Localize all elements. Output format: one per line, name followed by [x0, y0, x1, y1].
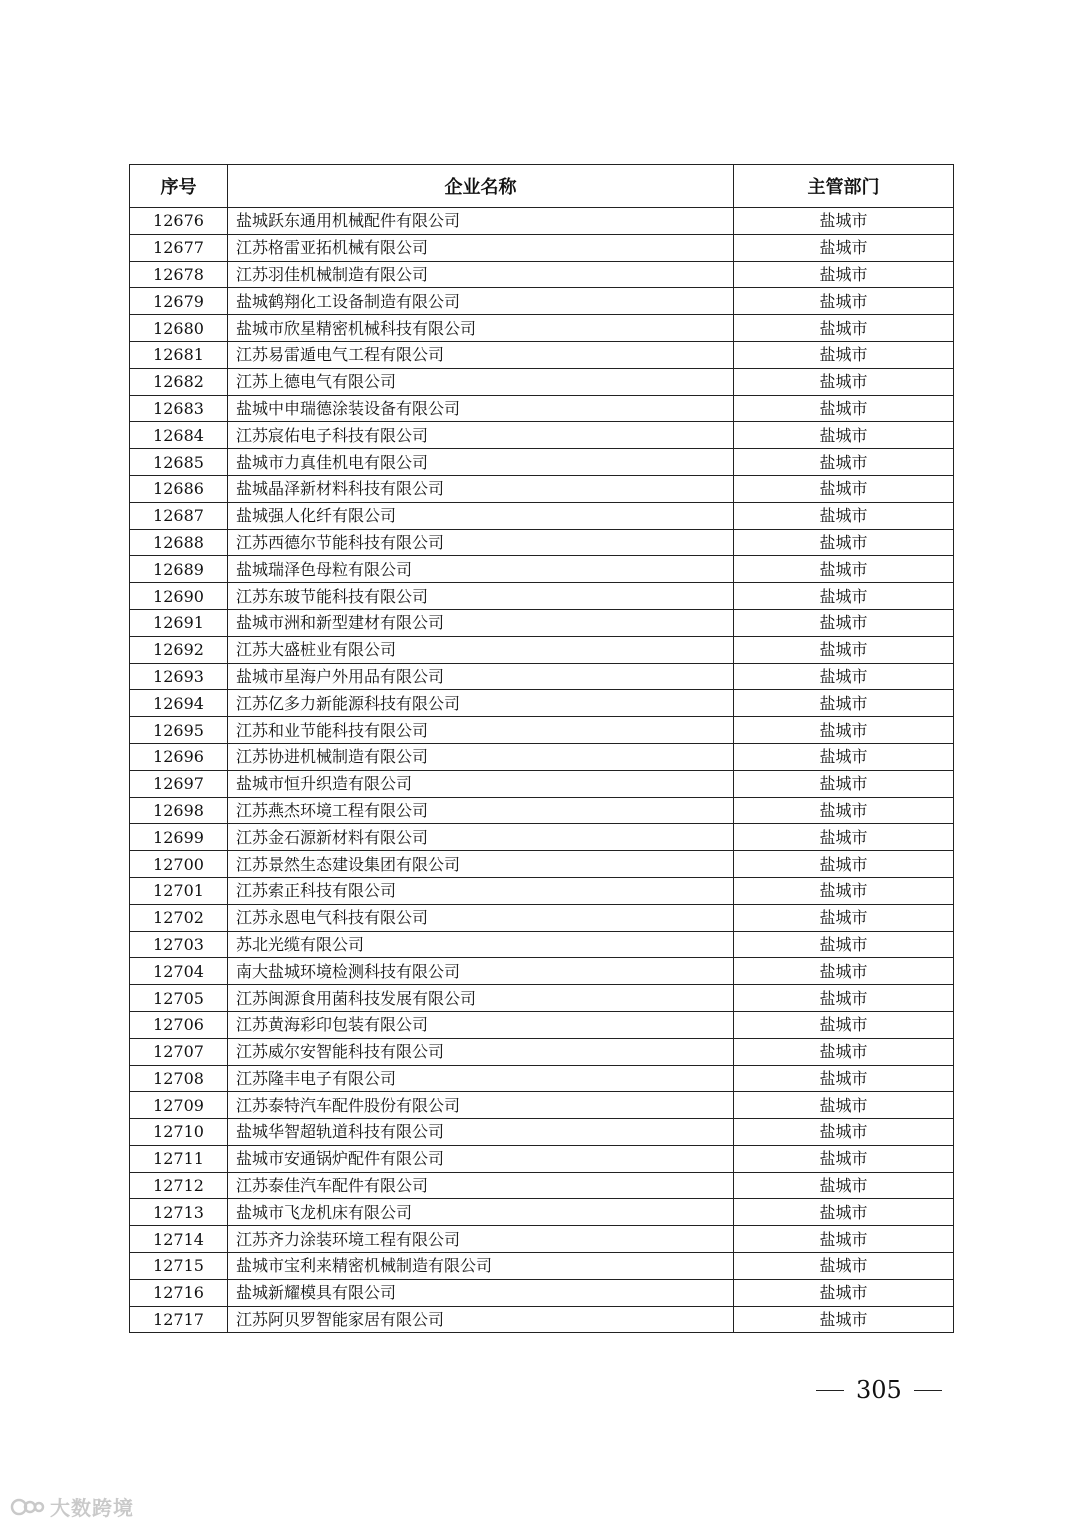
cell-index: 12682 [130, 368, 228, 395]
cell-enterprise-name: 江苏格雷亚拓机械有限公司 [228, 234, 734, 261]
cell-department: 盐城市 [734, 1119, 954, 1146]
cell-index: 12676 [130, 208, 228, 235]
cell-index: 12706 [130, 1011, 228, 1038]
cell-department: 盐城市 [734, 341, 954, 368]
cell-enterprise-name: 江苏金石源新材料有限公司 [228, 824, 734, 851]
table-row [130, 1172, 954, 1199]
cell-department: 盐城市 [734, 475, 954, 502]
cell-department: 盐城市 [734, 234, 954, 261]
cell-index: 12700 [130, 851, 228, 878]
table-row [130, 958, 954, 985]
cell-department: 盐城市 [734, 824, 954, 851]
cell-enterprise-name: 盐城市力真佳机电有限公司 [228, 449, 734, 476]
cell-index: 12688 [130, 529, 228, 556]
table-row [130, 208, 954, 235]
table-row [130, 1279, 954, 1306]
cell-department: 盐城市 [734, 1279, 954, 1306]
cell-index: 12713 [130, 1199, 228, 1226]
cell-index: 12687 [130, 502, 228, 529]
table-row [130, 663, 954, 690]
cell-index: 12681 [130, 341, 228, 368]
cell-index: 12704 [130, 958, 228, 985]
cell-index: 12694 [130, 690, 228, 717]
cell-department: 盐城市 [734, 422, 954, 449]
cell-enterprise-name: 江苏隆丰电子有限公司 [228, 1065, 734, 1092]
cell-department: 盐城市 [734, 1092, 954, 1119]
cell-department: 盐城市 [734, 851, 954, 878]
cell-index: 12679 [130, 288, 228, 315]
cell-enterprise-name: 盐城晶泽新材料科技有限公司 [228, 475, 734, 502]
cell-enterprise-name: 江苏大盛桩业有限公司 [228, 636, 734, 663]
cell-department: 盐城市 [734, 609, 954, 636]
cell-enterprise-name: 江苏泰特汽车配件股份有限公司 [228, 1092, 734, 1119]
cell-department: 盐城市 [734, 1199, 954, 1226]
page-number-text: 305 [856, 1376, 902, 1404]
cell-index: 12696 [130, 743, 228, 770]
table-row [130, 395, 954, 422]
cell-index: 12690 [130, 583, 228, 610]
cell-department: 盐城市 [734, 529, 954, 556]
dash-left [816, 1390, 844, 1391]
table-header-row [130, 165, 954, 208]
table-row [130, 234, 954, 261]
cell-enterprise-name: 盐城新耀模具有限公司 [228, 1279, 734, 1306]
cell-index: 12691 [130, 609, 228, 636]
cell-index: 12712 [130, 1172, 228, 1199]
header-department: 主管部门 [734, 165, 954, 208]
cell-index: 12710 [130, 1119, 228, 1146]
cell-enterprise-name: 南大盐城环境检测科技有限公司 [228, 958, 734, 985]
cell-department: 盐城市 [734, 663, 954, 690]
cell-enterprise-name: 江苏协进机械制造有限公司 [228, 743, 734, 770]
cell-department: 盐城市 [734, 288, 954, 315]
cell-department: 盐城市 [734, 717, 954, 744]
cell-enterprise-name: 江苏威尔安智能科技有限公司 [228, 1038, 734, 1065]
table-row [130, 636, 954, 663]
cell-department: 盐城市 [734, 583, 954, 610]
table-row [130, 315, 954, 342]
cell-enterprise-name: 盐城市星海户外用品有限公司 [228, 663, 734, 690]
cell-enterprise-name: 盐城跃东通用机械配件有限公司 [228, 208, 734, 235]
cell-department: 盐城市 [734, 1011, 954, 1038]
cell-index: 12684 [130, 422, 228, 449]
table-row [130, 529, 954, 556]
table-row [130, 1011, 954, 1038]
dash-right [914, 1390, 942, 1391]
cell-enterprise-name: 江苏西德尔节能科技有限公司 [228, 529, 734, 556]
cell-enterprise-name: 江苏和业节能科技有限公司 [228, 717, 734, 744]
table-row [130, 1145, 954, 1172]
cell-enterprise-name: 盐城鹤翔化工设备制造有限公司 [228, 288, 734, 315]
cell-index: 12683 [130, 395, 228, 422]
cell-index: 12714 [130, 1226, 228, 1253]
table-row [130, 985, 954, 1012]
cell-enterprise-name: 江苏景然生态建设集团有限公司 [228, 851, 734, 878]
cell-enterprise-name: 江苏黄海彩印包装有限公司 [228, 1011, 734, 1038]
cell-index: 12702 [130, 904, 228, 931]
cell-department: 盐城市 [734, 1065, 954, 1092]
cell-enterprise-name: 盐城瑞泽色母粒有限公司 [228, 556, 734, 583]
cell-department: 盐城市 [734, 770, 954, 797]
table-row [130, 288, 954, 315]
cell-department: 盐城市 [734, 1253, 954, 1280]
cell-enterprise-name: 江苏燕杰环境工程有限公司 [228, 797, 734, 824]
table-row [130, 1038, 954, 1065]
cell-enterprise-name: 盐城市恒升织造有限公司 [228, 770, 734, 797]
table-row [130, 690, 954, 717]
cell-index: 12698 [130, 797, 228, 824]
cell-index: 12711 [130, 1145, 228, 1172]
cell-index: 12689 [130, 556, 228, 583]
cell-department: 盐城市 [734, 1306, 954, 1333]
cell-enterprise-name: 盐城市宝利来精密机械制造有限公司 [228, 1253, 734, 1280]
cell-index: 12701 [130, 877, 228, 904]
table-row [130, 797, 954, 824]
cell-department: 盐城市 [734, 877, 954, 904]
cell-enterprise-name: 盐城强人化纤有限公司 [228, 502, 734, 529]
cell-enterprise-name: 江苏永恩电气科技有限公司 [228, 904, 734, 931]
cell-index: 12705 [130, 985, 228, 1012]
table-row [130, 341, 954, 368]
cell-index: 12709 [130, 1092, 228, 1119]
cell-department: 盐城市 [734, 315, 954, 342]
table-row [130, 261, 954, 288]
table-row [130, 502, 954, 529]
cell-department: 盐城市 [734, 958, 954, 985]
cell-department: 盐城市 [734, 1145, 954, 1172]
cell-enterprise-name: 苏北光缆有限公司 [228, 931, 734, 958]
cell-index: 12692 [130, 636, 228, 663]
table-row [130, 368, 954, 395]
table-row [130, 851, 954, 878]
cell-enterprise-name: 盐城市洲和新型建材有限公司 [228, 609, 734, 636]
cell-enterprise-name: 盐城市飞龙机床有限公司 [228, 1199, 734, 1226]
logo-icon [10, 1496, 46, 1518]
table-row [130, 931, 954, 958]
cell-enterprise-name: 江苏东玻节能科技有限公司 [228, 583, 734, 610]
cell-department: 盐城市 [734, 1172, 954, 1199]
cell-index: 12717 [130, 1306, 228, 1333]
watermark [10, 1492, 134, 1521]
cell-enterprise-name: 江苏闽源食用菌科技发展有限公司 [228, 985, 734, 1012]
cell-enterprise-name: 盐城中申瑞德涂装设备有限公司 [228, 395, 734, 422]
cell-enterprise-name: 盐城市安通锅炉配件有限公司 [228, 1145, 734, 1172]
table-row [130, 743, 954, 770]
cell-department: 盐城市 [734, 1226, 954, 1253]
cell-enterprise-name: 江苏宸佑电子科技有限公司 [228, 422, 734, 449]
cell-index: 12693 [130, 663, 228, 690]
cell-index: 12703 [130, 931, 228, 958]
cell-index: 12677 [130, 234, 228, 261]
cell-enterprise-name: 江苏泰佳汽车配件有限公司 [228, 1172, 734, 1199]
cell-index: 12697 [130, 770, 228, 797]
table-row [130, 422, 954, 449]
cell-index: 12695 [130, 717, 228, 744]
cell-department: 盐城市 [734, 395, 954, 422]
table-row [130, 824, 954, 851]
cell-department: 盐城市 [734, 502, 954, 529]
cell-department: 盐城市 [734, 690, 954, 717]
cell-index: 12680 [130, 315, 228, 342]
cell-department: 盐城市 [734, 368, 954, 395]
cell-department: 盐城市 [734, 449, 954, 476]
table-row [130, 1226, 954, 1253]
cell-department: 盐城市 [734, 743, 954, 770]
cell-department: 盐城市 [734, 208, 954, 235]
table-row [130, 1092, 954, 1119]
cell-enterprise-name: 江苏易雷遁电气工程有限公司 [228, 341, 734, 368]
header-index: 序号 [130, 165, 228, 208]
cell-index: 12707 [130, 1038, 228, 1065]
table-row [130, 1199, 954, 1226]
cell-enterprise-name: 江苏上德电气有限公司 [228, 368, 734, 395]
enterprise-table-container [129, 164, 954, 1333]
table-row [130, 1253, 954, 1280]
cell-index: 12708 [130, 1065, 228, 1092]
table-row [130, 583, 954, 610]
cell-department: 盐城市 [734, 1038, 954, 1065]
cell-enterprise-name: 江苏阿贝罗智能家居有限公司 [228, 1306, 734, 1333]
cell-index: 12685 [130, 449, 228, 476]
table-row [130, 449, 954, 476]
cell-department: 盐城市 [734, 261, 954, 288]
enterprise-table [129, 164, 954, 1333]
cell-department: 盐城市 [734, 985, 954, 1012]
cell-enterprise-name: 江苏齐力涂装环境工程有限公司 [228, 1226, 734, 1253]
page-number [816, 1376, 942, 1404]
cell-index: 12716 [130, 1279, 228, 1306]
cell-index: 12686 [130, 475, 228, 502]
cell-index: 12678 [130, 261, 228, 288]
cell-department: 盐城市 [734, 797, 954, 824]
table-row [130, 609, 954, 636]
cell-department: 盐城市 [734, 904, 954, 931]
header-enterprise-name: 企业名称 [228, 165, 734, 208]
cell-enterprise-name: 江苏亿多力新能源科技有限公司 [228, 690, 734, 717]
table-row [130, 904, 954, 931]
cell-index: 12699 [130, 824, 228, 851]
cell-enterprise-name: 盐城市欣星精密机械科技有限公司 [228, 315, 734, 342]
table-row [130, 877, 954, 904]
cell-index: 12715 [130, 1253, 228, 1280]
table-row [130, 1065, 954, 1092]
cell-enterprise-name: 盐城华智超轨道科技有限公司 [228, 1119, 734, 1146]
cell-department: 盐城市 [734, 556, 954, 583]
cell-department: 盐城市 [734, 636, 954, 663]
cell-department: 盐城市 [734, 931, 954, 958]
cell-enterprise-name: 江苏索正科技有限公司 [228, 877, 734, 904]
table-row [130, 717, 954, 744]
watermark-text: 大数跨境 [50, 1496, 134, 1520]
table-body [130, 208, 954, 1333]
table-row [130, 475, 954, 502]
table-row [130, 1119, 954, 1146]
table-row [130, 770, 954, 797]
table-row [130, 1306, 954, 1333]
table-row [130, 556, 954, 583]
cell-enterprise-name: 江苏羽佳机械制造有限公司 [228, 261, 734, 288]
